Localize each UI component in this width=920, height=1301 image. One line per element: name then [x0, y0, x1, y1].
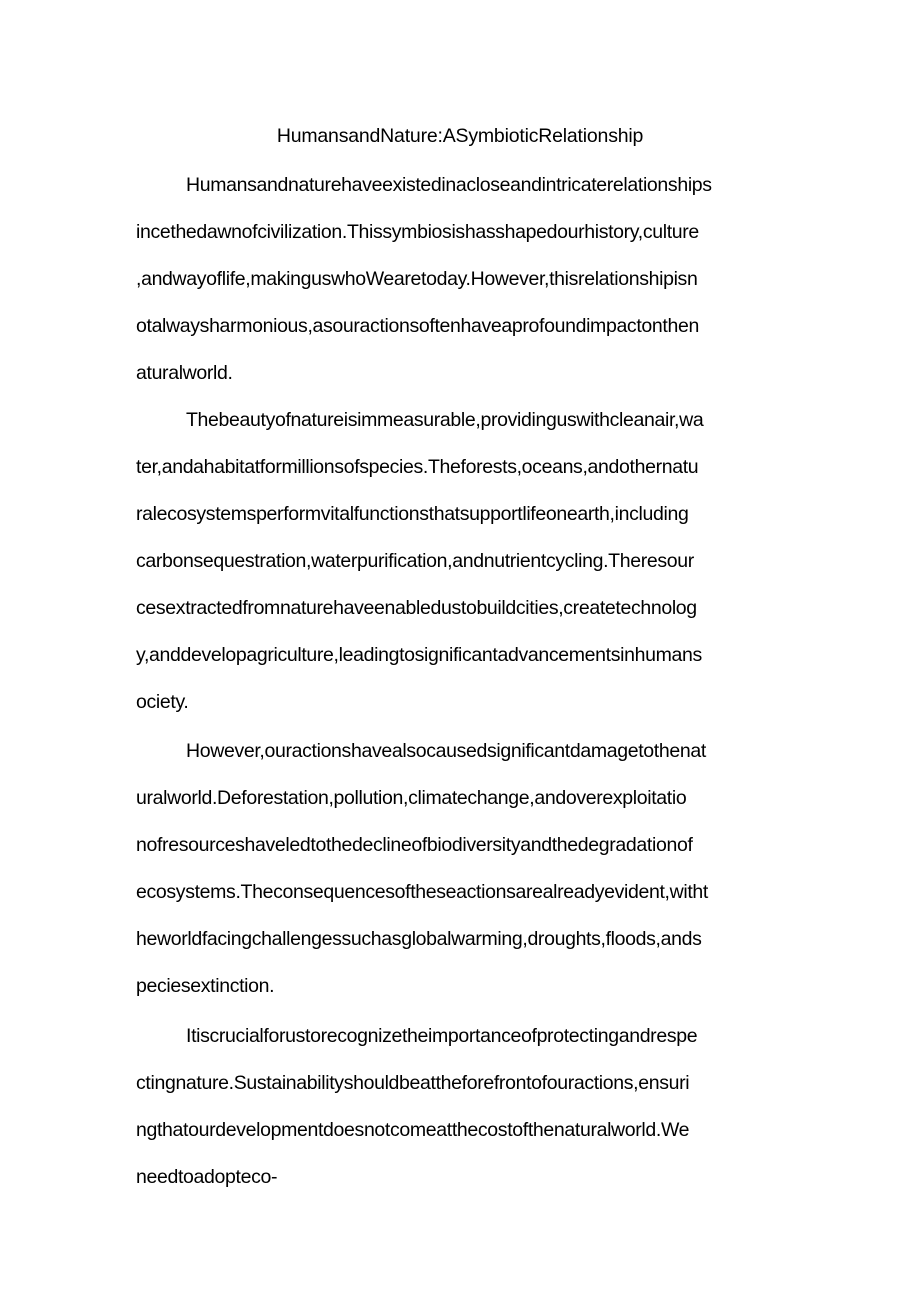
paragraph-2-line-1: Thebeautyofnatureisimmeasurable,providinguswithcleanair,wa	[186, 409, 704, 431]
paragraph-3-line-4: ecosystems.Theconsequencesoftheseactionsarealreadyevident,witht	[136, 881, 708, 903]
paragraph-1-line-2: incethedawnofcivilization.Thissymbiosishasshapedourhistory,culture	[136, 221, 699, 243]
paragraph-3-line-3: nofresourceshaveledtothedeclineofbiodiversityandthedegradationof	[136, 834, 693, 856]
paragraph-3-line-6: peciesextinction.	[136, 975, 275, 997]
paragraph-2-line-4: carbonsequestration,waterpurification,andnutrientcycling.Theresour	[136, 550, 694, 572]
paragraph-2-line-6: y,anddevelopagriculture,leadingtosignificantadvancementsinhumans	[136, 644, 702, 666]
paragraph-1-line-4: otalwaysharmonious,asouractionsoftenhaveaprofoundimpactonthen	[136, 315, 699, 337]
paragraph-1-line-1: Humansandnaturehaveexistedinacloseandintricaterelationships	[186, 174, 712, 196]
paragraph-1-line-5: aturalworld.	[136, 362, 233, 384]
paragraph-3-line-1: However,ouractionshavealsocausedsignificantdamagetothenat	[186, 740, 706, 762]
paragraph-4-line-2: ctingnature.Sustainabilityshouldbeattheforefrontofouractions,ensuri	[136, 1072, 690, 1094]
paragraph-2-line-7: ociety.	[136, 691, 189, 713]
paragraph-3-line-5: heworldfacingchallengessuchasglobalwarming,droughts,floods,ands	[136, 928, 702, 950]
paragraph-1-line-3: ,andwayoflife,makinguswhoWearetoday.However,thisrelationshipisn	[136, 268, 698, 290]
paragraph-4-line-3: ngthatourdevelopmentdoesnotcomeatthecostofthenaturalworld.We	[136, 1119, 690, 1141]
paragraph-2-line-3: ralecosystemsperformvitalfunctionsthatsupportlifeonearth,including	[136, 503, 689, 525]
paragraph-2-line-2: ter,andahabitatformillionsofspecies.Theforests,oceans,andothernatu	[136, 456, 699, 478]
paragraph-2-line-5: cesextractedfromnaturehaveenabledustobuildcities,createtechnolog	[136, 597, 697, 619]
paragraph-4-line-1: Itiscrucialforustorecognizetheimportanceofprotectingandrespe	[186, 1025, 698, 1047]
paragraph-3-line-2: uralworld.Deforestation,pollution,climatechange,andoverexploitatio	[136, 787, 687, 809]
document-title: HumansandNature:ASymbioticRelationship	[276, 125, 644, 147]
paragraph-4-line-4: needtoadopteco-	[136, 1166, 278, 1188]
